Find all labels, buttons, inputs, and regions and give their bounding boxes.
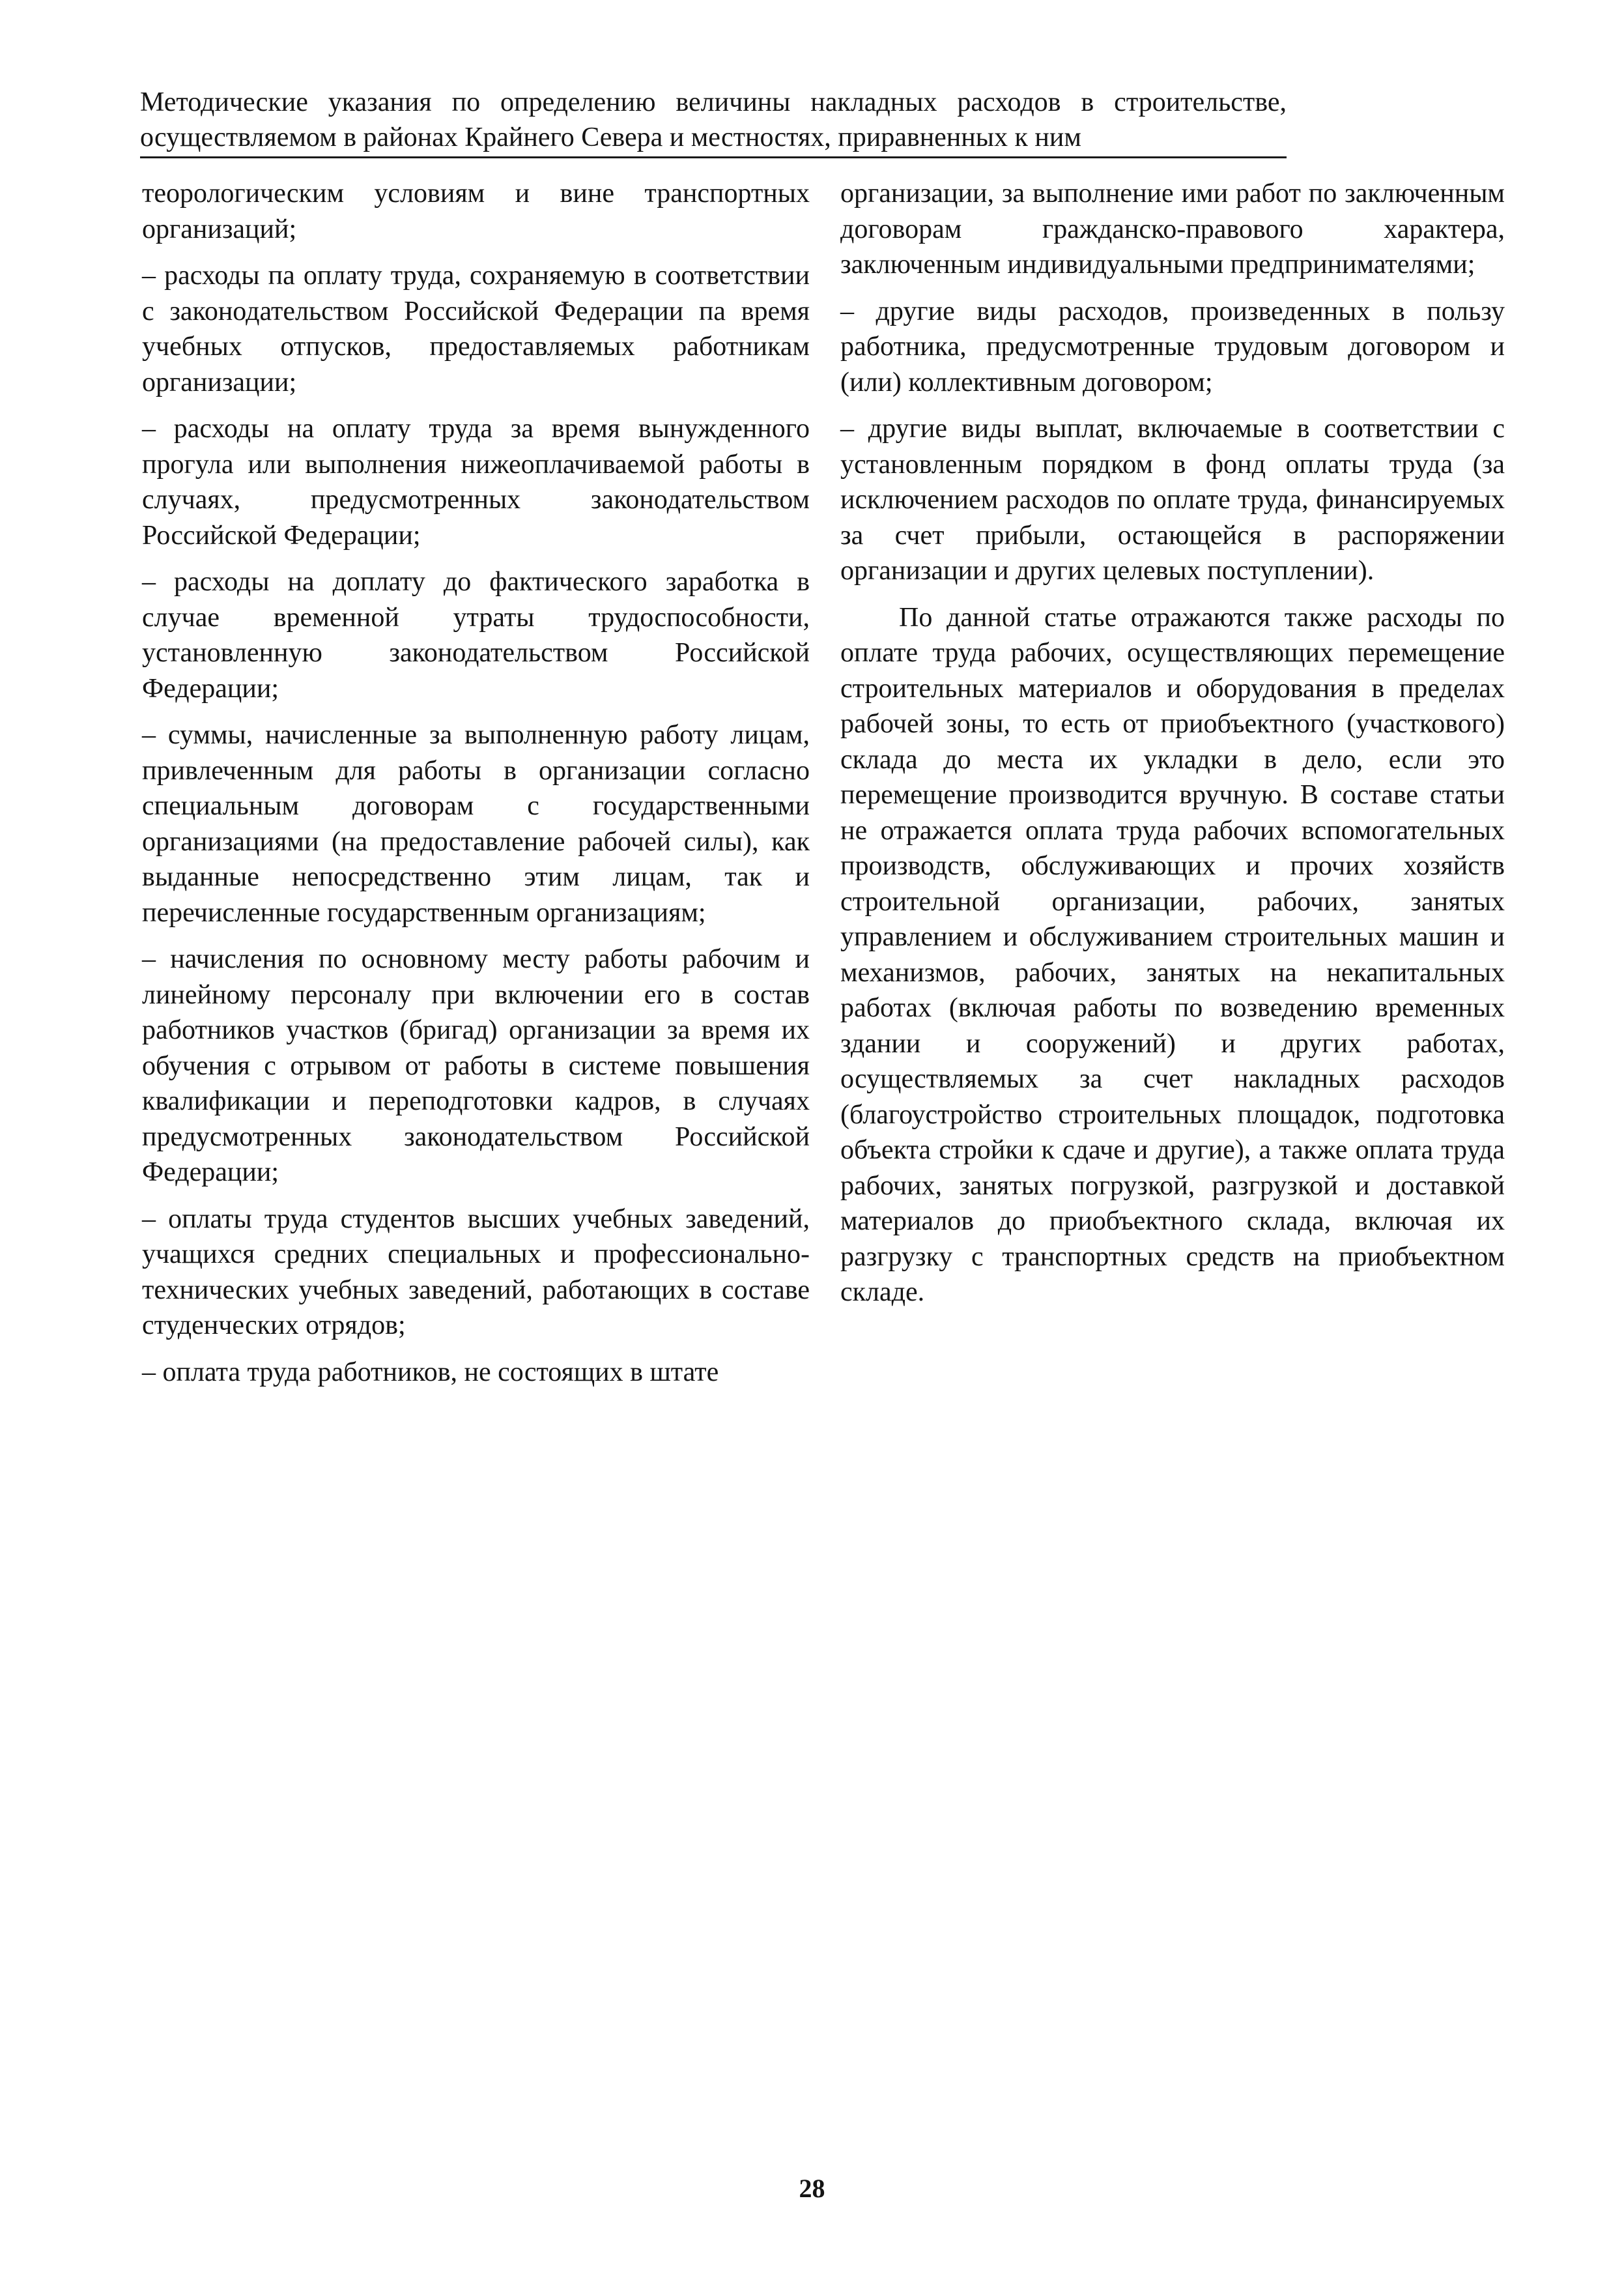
paragraph: – расходы на доплату до фактического заработка в случае временной утраты трудоспособности, установленную законодательством Российской Федерации; [142,567,810,704]
paragraph: По данной статье отражаются также расходы по оплате труда рабочих, осуществляющих перемещение строительных материалов и оборудования в пределах рабочей зоны, то есть от приобъектного (участкового) склада до места их укладки в дело, если это перемещение производится вручную. В составе статьи не отражается оплата труда рабочих вспомогательных производств, обслуживающих и прочих хозяйств строительной организации, рабочих, занятых управлением и обслуживанием строительных машин и механизмов, рабочих, занятых на некапитальных работах (включая работы по возведению временных здании и сооружений) и других работах, осуществляемых за счет накладных расходов (благоустройство строительных площадок, подготовка объекта стройки к сдаче и другие), а также оплата труда рабочих, занятых погрузкой, разгрузкой и доставкой материалов до приобъектного склада, включая их разгрузку с транспортных средств на приобъектном складе. [840,602,1505,1307]
header-line-2: осуществляемом в районах Крайнего Севера и местностях, приравненных к ним [140,122,1081,152]
page-number: 28 [799,2174,825,2203]
paragraph: организации, за выполнение ими работ по заключенным договорам гражданско-правового характера, заключенным индивидуальными предпринимателями; [840,179,1505,280]
paragraph: – другие виды расходов, произведенных в пользу работника, предусмотренные трудовым договором и (или) коллективным договором; [840,296,1505,397]
paragraph: – оплата труда работников, не состоящих в штате [142,1357,719,1387]
running-header [140,85,1287,158]
paragraph: – расходы па оплату труда, сохраняемую в соответствии с законодательством Российской Федерации па время учебных отпусков, предоставляемых работникам организации; [142,261,810,397]
paragraph: теорологическим условиям и вине транспортных организаций; [142,179,810,244]
paragraph: – оплаты труда студентов высших учебных заведений, учащихся средних специальных и профессионально-технических учебных заведений, работающих в составе студенческих отрядов; [142,1203,810,1340]
paragraph: – суммы, начисленные за выполненную работу лицам, привлеченным для работы в организации согласно специальным договорам с государственными организациями (на предоставление рабочей силы), как выданные непосредственно этим лицам, так и перечисленные государственным организациям; [142,720,810,928]
paragraph: – другие виды выплат, включаемые в соответствии с установленным порядком в фонд оплаты труда (за исключением расходов по оплате труда, финансируемых за счет прибыли, остающейся в распоряжении организации и других целевых поступлении). [840,414,1505,586]
paragraph: – начисления по основному месту работы рабочим и линейному персоналу при включении его в состав работников участков (бригад) организации за время их обучения с отрывом от работы в системе повышения квалификации и переподготовки кадров, в случаях предусмотренных законодательством Российской Федерации; [142,944,810,1187]
right-column [840,176,1505,1321]
header-line-1: Методические указания по определению величины накладных расходов в строительстве, [140,87,1287,117]
left-column [142,176,810,1401]
paragraph: – расходы на оплату труда за время вынужденного прогула или выполнения нижеоплачиваемой работы в случаях, предусмотренных законодательством Российской Федерации; [142,414,810,551]
